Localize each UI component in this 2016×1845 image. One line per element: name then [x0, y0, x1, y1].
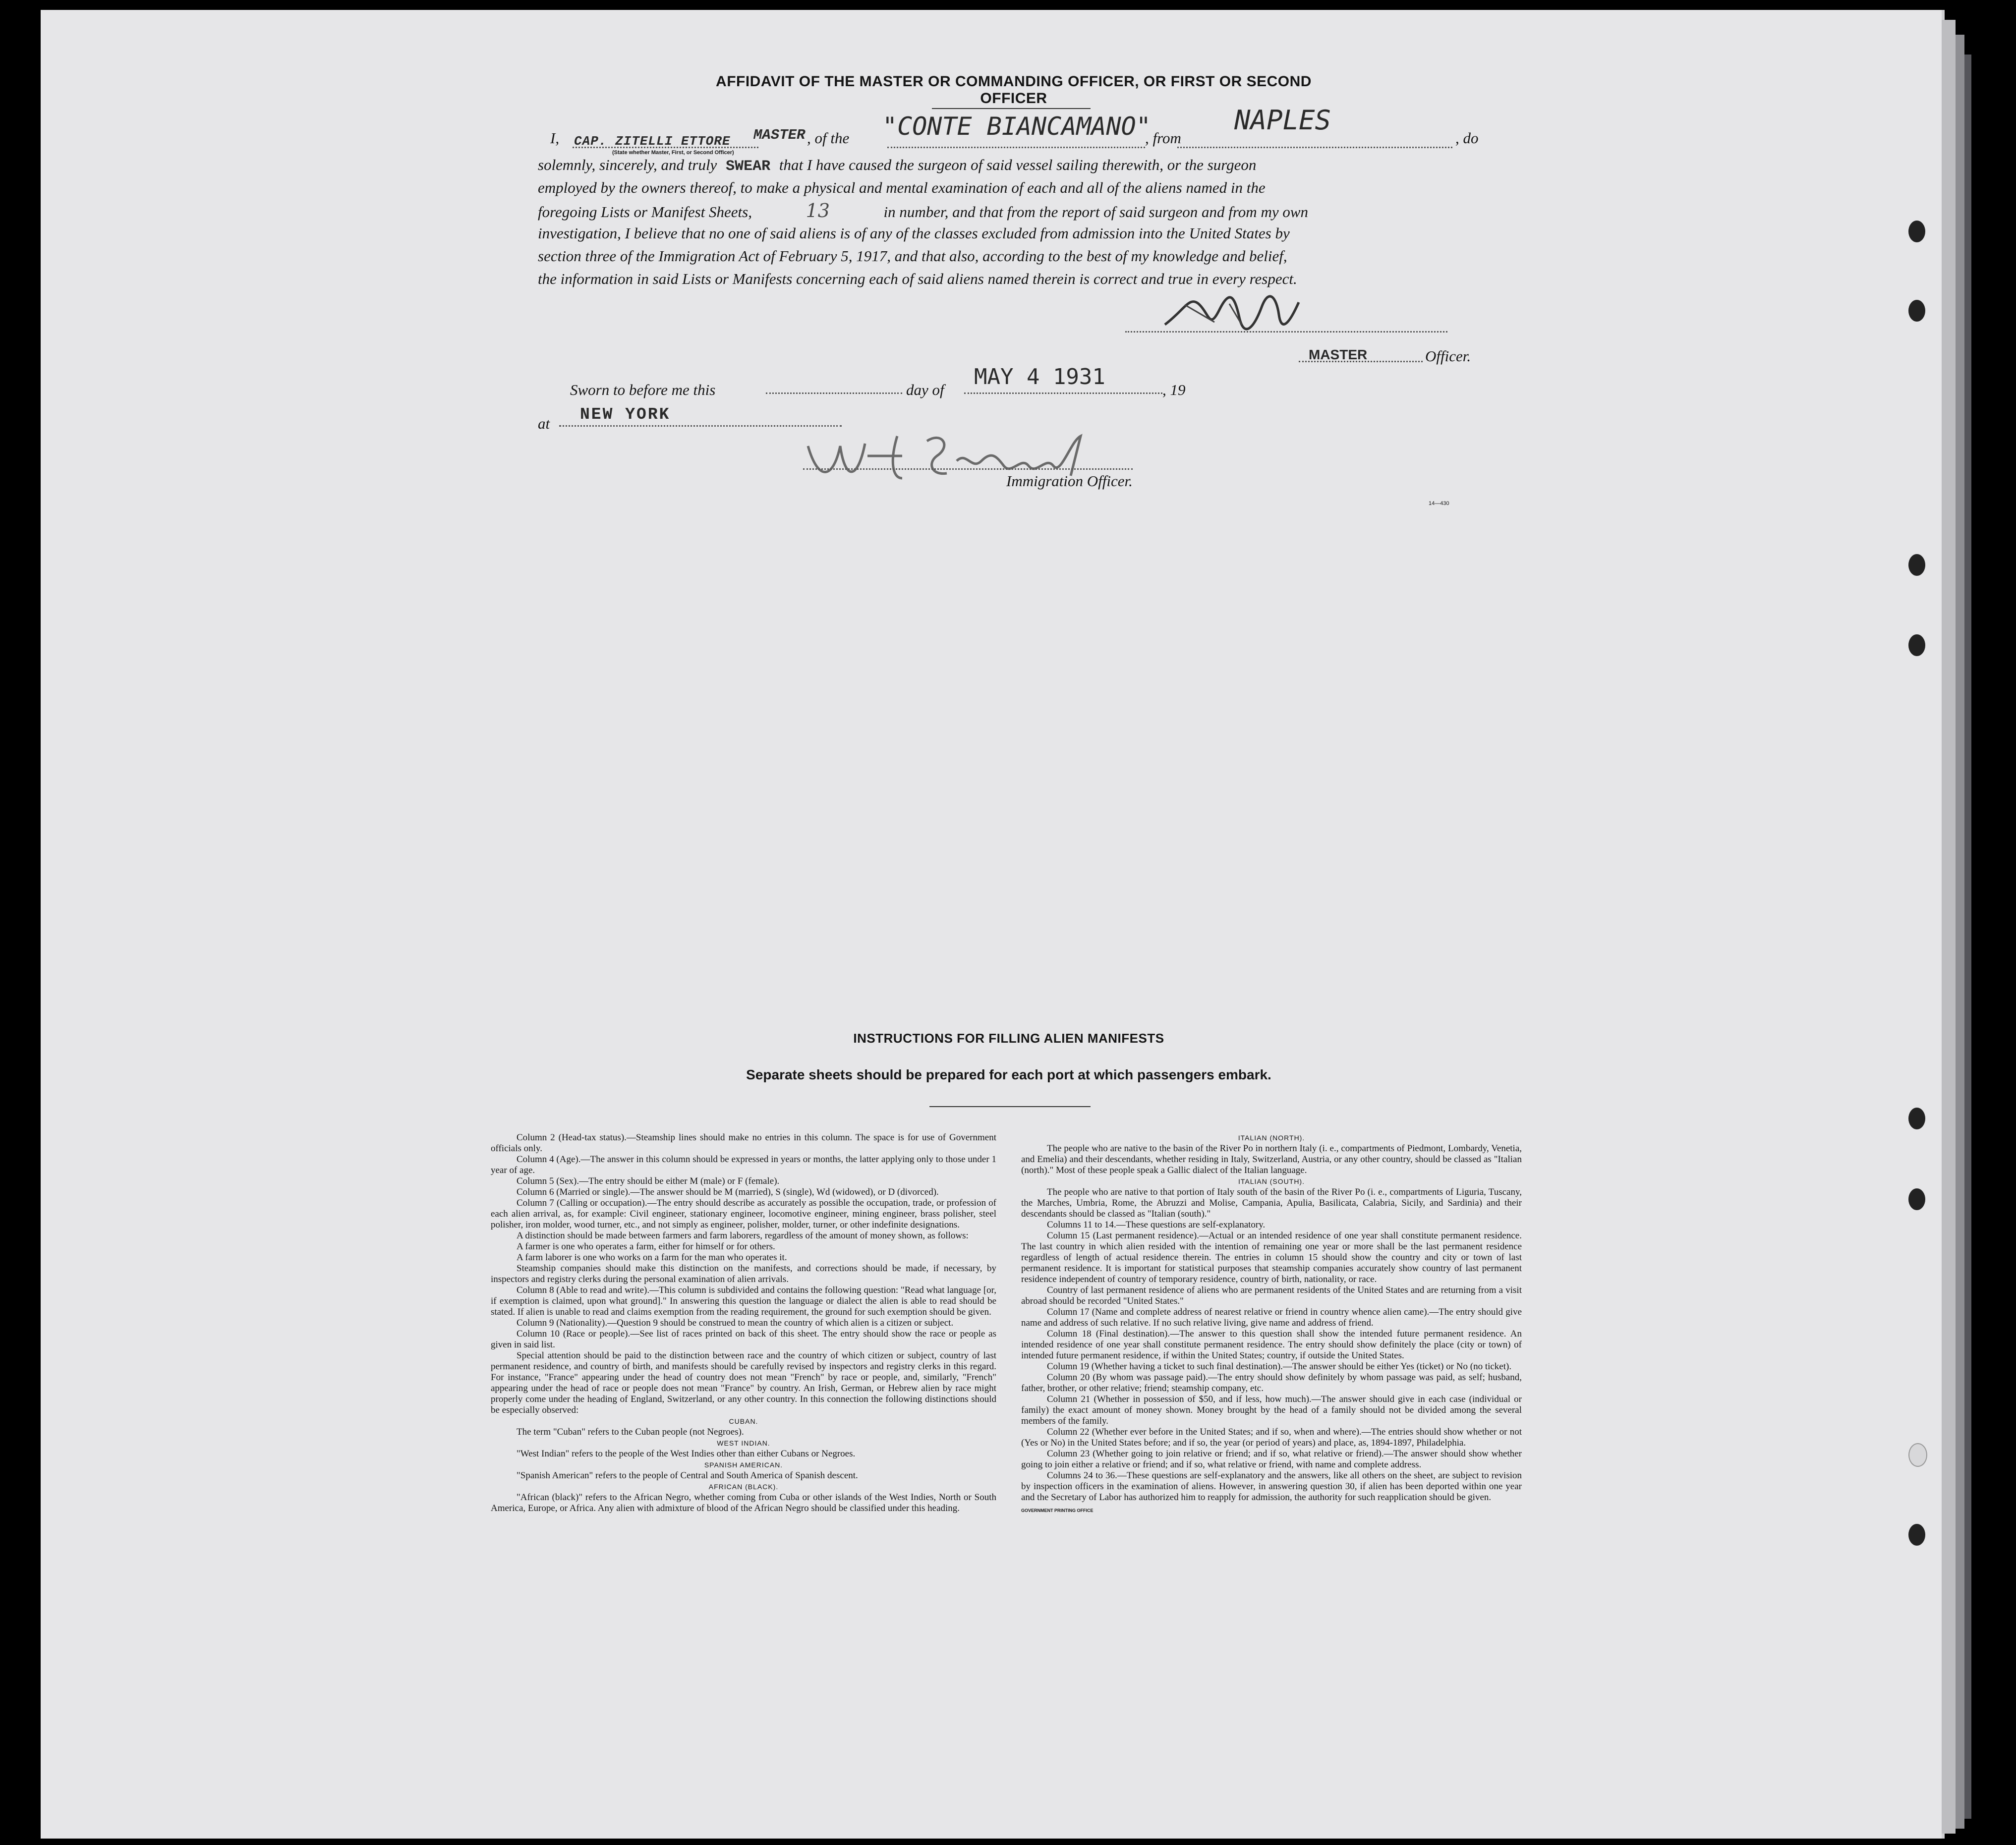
- year-label: , 19: [1162, 381, 1186, 398]
- sheet-count: 13: [806, 200, 830, 222]
- vessel-name: "CONTE BIANCAMANO": [882, 112, 1151, 141]
- instructions-title: INSTRUCTIONS FOR FILLING ALIEN MANIFESTS: [853, 1031, 1164, 1046]
- page-edge: [1956, 35, 1964, 1829]
- line2a: solemnly, sincerely, and truly: [538, 156, 717, 173]
- sworn-label: Sworn to before me this: [570, 381, 716, 398]
- affidavit-line-7: the information in said Lists or Manifests concerning each of said aliens named therein is correct and true in every respect.: [538, 270, 1297, 287]
- instruction-paragraph: Column 9 (Nationality).—Question 9 should be construed to mean the country of which alien is a citizen or subject.: [517, 1318, 954, 1328]
- do-label: , do: [1455, 129, 1479, 147]
- immigration-officer-label: Immigration Officer.: [1006, 472, 1133, 490]
- instruction-paragraph: "Spanish American" refers to the people of Central and South America of Spanish descent.: [517, 1470, 858, 1481]
- field-line: [1299, 361, 1423, 362]
- i-label: I,: [550, 129, 560, 147]
- instruction-paragraph: Columns 11 to 14.—These questions are self-explanatory.: [1047, 1220, 1266, 1230]
- divider: [932, 108, 1091, 109]
- instruction-paragraph: Column 20 (By whom was passage paid).—The entry should show definitely by whom passage was paid, as self; husband, father, brother, or other relative; friend; steamship company, etc.: [1021, 1372, 1522, 1394]
- instruction-paragraph: "West Indian" refers to the people of the West Indies other than either Cubans or Negroes.: [517, 1449, 856, 1459]
- master-name: CAP. ZITELLI ETTORE: [574, 134, 731, 149]
- line4a: foregoing Lists or Manifest Sheets,: [538, 203, 752, 221]
- rank-note: (State whether Master, First, or Second Officer): [612, 150, 734, 156]
- instruction-paragraph: A farmer is one who operates a farm, either for himself or for others.: [517, 1241, 775, 1252]
- section-heading: ITALIAN (NORTH).: [1238, 1134, 1305, 1142]
- instruction-paragraph: A farm laborer is one who works on a farm for the man who operates it.: [517, 1252, 787, 1263]
- affidavit-line-5: investigation, I believe that no one of said aliens is of any of the classes excluded from admission into the United States by: [538, 224, 1290, 242]
- instruction-paragraph: Columns 24 to 36.—These questions are self-explanatory and the answers, like all others on the sheet, are subject to revision by inspection officers in the examination of aliens. However, in answering question 30, if alien has been deported within one year and the Secretary of Labor has authorized him to reapply for admission, the authority for such reapplication should be given.: [1021, 1470, 1522, 1503]
- field-line: [573, 147, 758, 148]
- instruction-paragraph: Steamship companies should make this distinction on the manifests, and corrections should be made, if necessary, by inspectors and registry clerks during the personal examination of alien arrivals.: [491, 1263, 996, 1285]
- binder-hole: [1908, 554, 1925, 576]
- binder-hole: [1908, 1188, 1925, 1210]
- instruction-paragraph: Column 19 (Whether having a ticket to such final destination).—The answer should be either Yes (ticket) or No (no ticket).: [1047, 1361, 1512, 1372]
- day-label: day of: [906, 381, 944, 398]
- affidavit-line-3: employed by the owners thereof, to make a physical and mental examination of each and all of the aliens named in the: [538, 179, 1266, 196]
- section-heading: AFRICAN (BLACK).: [708, 1483, 779, 1491]
- instruction-paragraph: Column 17 (Name and complete address of nearest relative or friend in country whence alien came).—The entry should give name and address of such relative. If no such relative living, give name and address of friend.: [1021, 1307, 1522, 1328]
- printer-mark: GOVERNMENT PRINTING OFFICE: [1021, 1508, 1094, 1513]
- line4b: in number, and that from the report of said surgeon and from my own: [883, 203, 1309, 221]
- affidavit-line-2: [538, 154, 1480, 178]
- port-name: NAPLES: [1234, 105, 1331, 136]
- section-heading: SPANISH AMERICAN.: [704, 1461, 783, 1469]
- sworn-place: NEW YORK: [580, 405, 671, 424]
- instruction-paragraph: Column 7 (Calling or occupation).—The entry should describe as accurately as possible the occupation, trade, or profession of each alien arrival, as, for example: Civil engineer, stationary engineer, locomotive engineer, mining engineer, brass polisher, steel polisher, iron molder, wood turner, etc., and not simply as engineer, polisher, molder, turner, or other indefinite designations.: [491, 1198, 996, 1230]
- instruction-paragraph: Column 6 (Married or single).—The answer should be M (married), S (single), Wd (widowed), or D (divorced).: [517, 1187, 939, 1197]
- page-edge: [1964, 55, 1971, 1819]
- officer-rank: MASTER: [1309, 347, 1368, 362]
- section-heading: WEST INDIAN.: [717, 1439, 770, 1447]
- instruction-paragraph: Column 22 (Whether ever before in the United States; and if so, when and where).—The entries should show whether or not (Yes or No) in the United States before; and if so, the year (or period of years) and place, as, 1894-1897, Philadelphia.: [1021, 1427, 1522, 1448]
- instruction-paragraph: The people who are native to that portion of Italy south of the basin of the River Po (i. e., compartments of Liguria, Tuscany, the Marches, Umbria, Rome, the Abruzzi and Molise, Campania, Apulia, Basilicata, Calabria, Sicily, and Sardinia) and their descendants should be classed as "Italian (south).": [1021, 1187, 1522, 1219]
- instruction-paragraph: Column 23 (Whether going to join relative or friend; and if so, what relative or friend).—The answer should show whether going to join either a relative or friend; and if so, what relative or friend, with name and complete address.: [1021, 1449, 1522, 1470]
- of-the-label: , of the: [807, 129, 850, 147]
- affidavit-line-4: [538, 199, 1480, 224]
- form-number: 14—430: [1429, 501, 1449, 506]
- sworn-date: MAY 4 1931: [974, 364, 1105, 390]
- instruction-paragraph: The people who are native to the basin of the River Po in northern Italy (i. e., compartments of Piedmont, Lombardy, Venetia, and Emelia) and their descendants, whether residing in Italy, Switzerland, Austria, or any other country, should be classed as "Italian (north)." Most of these people speak a Gallic dialect of the Italian language.: [1021, 1143, 1522, 1175]
- divider: [929, 1106, 1091, 1107]
- oath-word: SWEAR: [726, 158, 771, 175]
- affidavit-line-6: section three of the Immigration Act of February 5, 1917, and that also, according to the best of my knowledge and belief,: [538, 247, 1287, 265]
- signature-line: [1125, 331, 1447, 333]
- instruction-paragraph: Column 21 (Whether in possession of $50, and if less, how much).—The answer should give in each case (individual or family) the exact amount of money shown. Money brought by the head of a family should not be divided among the several members of the family.: [1021, 1394, 1522, 1426]
- instructions-left-column: [491, 1132, 996, 1514]
- instruction-paragraph: A distinction should be made between farmers and farm laborers, regardless of the amount of money shown, as follows:: [517, 1230, 969, 1241]
- master-signature: [1155, 290, 1314, 335]
- binder-hole: [1908, 1524, 1925, 1546]
- instruction-paragraph: Column 4 (Age).—The answer in this column should be expressed in years or months, the latter applying only to those under 1 year of age.: [491, 1154, 996, 1175]
- instruction-paragraph: "African (black)" refers to the African Negro, whether coming from Cuba or other islands of the West Indies, North or South America, Europe, or Africa. Any alien with admixture of blood of the African Negro should be classified under this heading.: [491, 1492, 996, 1513]
- instruction-paragraph: Country of last permanent residence of aliens who are permanent residents of the United States and are returning from a visit abroad should be recorded "United States.": [1021, 1285, 1522, 1306]
- at-label: at: [538, 415, 550, 432]
- page-edge: [1942, 20, 1956, 1834]
- field-line: [964, 392, 1162, 394]
- affidavit-title: AFFIDAVIT OF THE MASTER OR COMMANDING OFFICER, OR FIRST OR SECOND OFFICER: [716, 73, 1312, 107]
- instruction-paragraph: Column 2 (Head-tax status).—Steamship lines should make no entries in this column. The space is for use of Government officials only.: [491, 1132, 996, 1154]
- instruction-paragraph: Column 18 (Final destination).—The answer to this question shall show the intended future permanent residence. An intended residence of one year shall constitute permanent residence. The entry should show definitely the place (city or town) of intended future permanent residence, if within the United States; country, if outside the United States.: [1021, 1329, 1522, 1361]
- binder-hole: [1908, 300, 1925, 322]
- instruction-paragraph: Column 8 (Able to read and write).—This column is subdivided and contains the following question: "Read what language [or, if exemption is claimed, upon what ground]." In answering this question the language or dialect the alien is able to read should be stated. If alien is unable to read and claims exemption from the reading requirement, the ground for such exemption should be given.: [491, 1285, 996, 1317]
- instructions-right-column: [1021, 1132, 1522, 1516]
- instruction-paragraph: Special attention should be paid to the distinction between race and the country of which citizen or subject, country of last permanent residence, and country of birth, and manifests should be carefully revised by inspectors and registry clerks in this regard. For instance, "France" appearing under the head of country does not mean "French" by race or people, and, similarly, "French" appearing under the head of race or people does not mean "France" by country. An Irish, German, or Hebrew alien by race might properly come under the heading of England, Switzerland, or any other country. In this connection the following distinctions should be especially observed:: [491, 1350, 996, 1415]
- officer-label: Officer.: [1425, 347, 1471, 365]
- field-line: [559, 425, 842, 427]
- instruction-paragraph: Column 15 (Last permanent residence).—Actual or an intended residence of one year shall constitute permanent residence. The last country in which alien resided with the intention of remaining one year or more shall be the last permanent residence regardless of length of actual residence therein. The entries in column 15 should show the country and city or town of last permanent residence. It is important for statistical purposes that steamship companies accurately show country of last permanent residence independent of country of temporary residence, country of birth, nationality, or race.: [1021, 1230, 1522, 1285]
- instruction-paragraph: Column 10 (Race or people).—See list of races printed on back of this sheet. The entry should show the race or people as given in said list.: [491, 1329, 996, 1350]
- line2b: that I have caused the surgeon of said vessel sailing therewith, or the surgeon: [779, 156, 1257, 173]
- binder-hole: [1908, 221, 1925, 242]
- field-line: [766, 392, 902, 394]
- section-heading: CUBAN.: [729, 1417, 758, 1425]
- field-line: [1177, 147, 1452, 148]
- instruction-paragraph: The term "Cuban" refers to the Cuban people (not Negroes).: [517, 1427, 744, 1437]
- binder-hole: [1908, 634, 1925, 656]
- field-line: [887, 147, 1145, 148]
- instruction-paragraph: Column 5 (Sex).—The entry should be either M (male) or F (female).: [517, 1176, 780, 1186]
- binder-hole: [1908, 1108, 1925, 1129]
- from-label: , from: [1145, 129, 1181, 147]
- rank-field: MASTER: [753, 127, 806, 143]
- binder-hole: [1908, 1443, 1927, 1467]
- section-heading: ITALIAN (SOUTH).: [1238, 1177, 1305, 1185]
- instructions-subtitle: Separate sheets should be prepared for each port at which passengers embark.: [746, 1067, 1271, 1082]
